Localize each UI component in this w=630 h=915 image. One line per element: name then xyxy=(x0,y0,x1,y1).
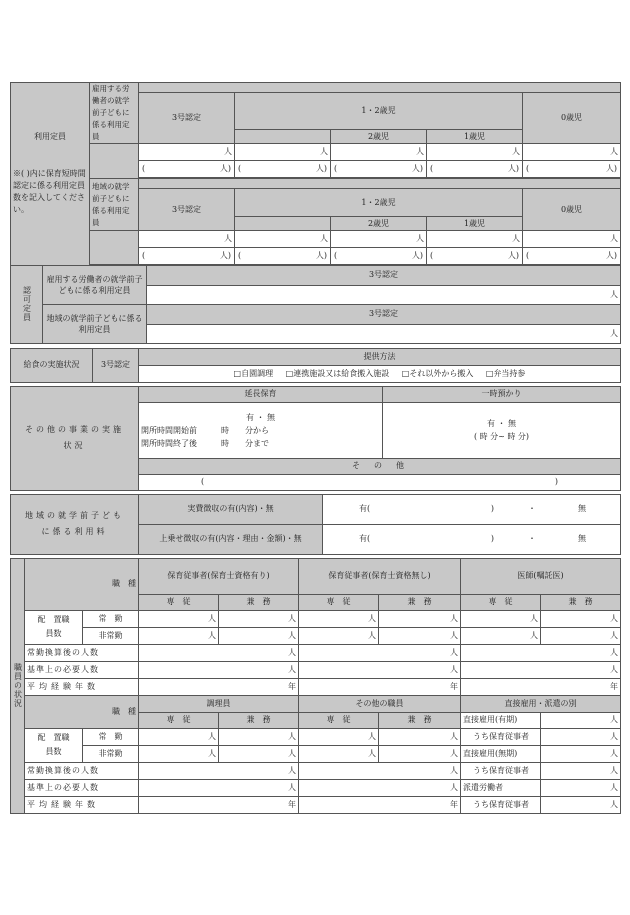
assigned-staff-label: 配 置職員数 xyxy=(25,610,83,644)
staff-value[interactable]: 人 xyxy=(299,610,379,627)
staff-value[interactable]: 人 xyxy=(299,745,379,762)
staff-years[interactable]: 年 xyxy=(299,678,461,695)
concurrent-header: 兼 務 xyxy=(379,594,461,610)
short-time-cell[interactable]: ( 人) xyxy=(235,161,331,178)
concurrent-header: 兼 務 xyxy=(219,712,299,728)
short-time-cell[interactable]: ( 人) xyxy=(139,161,235,178)
doctor-label: 医師(嘱託医) xyxy=(461,558,621,594)
staff-value[interactable]: 人 xyxy=(541,745,621,762)
of-which-nursery-label: うち保育従事者 xyxy=(461,796,541,813)
short-time-cell[interactable]: ( 人) xyxy=(523,248,621,265)
option-other-delivery[interactable]: □ それ以外から搬入 xyxy=(402,369,474,378)
staff-value[interactable]: 人 xyxy=(139,745,219,762)
staff-years[interactable]: 年 xyxy=(461,678,621,695)
of-which-nursery-label: うち保育従事者 xyxy=(461,728,541,745)
short-time-cell[interactable]: ( 人) xyxy=(235,248,331,265)
value-cell[interactable]: 人 xyxy=(139,231,235,248)
staff-value[interactable]: 人 xyxy=(139,779,299,796)
value-cell[interactable]: 人 xyxy=(523,144,621,161)
staff-value[interactable]: 人 xyxy=(139,627,219,644)
staff-value[interactable]: 人 xyxy=(461,610,541,627)
licensed-cat-3go: 3号認定 xyxy=(147,265,621,285)
community-children-capacity-label: 地域の就学前子どもに係る利用定員 xyxy=(90,179,139,231)
licensed-row1-label: 雇用する労働者の就学前子どもに係る利用定員 xyxy=(43,265,147,304)
option-partner-facility[interactable]: □ 連携施設又は給食搬入施設 xyxy=(286,369,390,378)
fulltime-header: 専 従 xyxy=(299,594,379,610)
converted-count-label: 常勤換算後の人数 xyxy=(25,644,139,661)
fulltime-header: 専 従 xyxy=(299,712,379,728)
employee-children-capacity-label: 雇用する労働者の就学前子どもに係る利用定員 xyxy=(90,83,139,144)
meal-options xyxy=(139,365,621,382)
cat-3go: 3号認定 xyxy=(139,93,235,144)
application-form xyxy=(10,82,620,814)
temp-time[interactable]: ( 時 分~ 時 分) xyxy=(473,432,530,441)
cat-3go: 3号認定 xyxy=(139,189,235,231)
meal-method-header: 提供方法 xyxy=(139,348,621,365)
licensed-value-1[interactable]: 人 xyxy=(147,285,621,304)
employment-type-label: 直接雇用・派遣の別 xyxy=(461,695,621,712)
part-time-label: 非常勤 xyxy=(83,627,139,644)
row2-values-label xyxy=(90,231,139,265)
staff-value[interactable]: 人 xyxy=(379,728,461,745)
staff-value[interactable]: 人 xyxy=(379,610,461,627)
converted-count-label: 常勤換算後の人数 xyxy=(25,762,139,779)
before-open-time[interactable]: 時 分から xyxy=(221,425,269,435)
licensed-capacity-table xyxy=(10,265,621,344)
fulltime-header: 専 従 xyxy=(461,594,541,610)
after-close-time[interactable]: 時 分まで xyxy=(221,438,269,448)
header-strip xyxy=(139,179,621,189)
staff-value[interactable]: 人 xyxy=(299,779,461,796)
row1-values-label xyxy=(90,144,139,179)
staff-value[interactable]: 人 xyxy=(299,728,379,745)
short-time-note: ※( )内に保育短時間認定に係る利用定員数を記入してください。 xyxy=(13,168,86,214)
job-type-label: 職 種 xyxy=(25,695,139,728)
option-own-kitchen[interactable]: □ 自園調理 xyxy=(234,369,274,378)
staff-value[interactable]: 人 xyxy=(461,644,621,661)
extended-yes-no[interactable]: 有 ・ 無 xyxy=(245,412,276,422)
licensed-row2-label: 地域の就学前子どもに係る利用定員 xyxy=(43,304,147,343)
actual-cost-cell[interactable]: 有( ) ・ 無 xyxy=(323,494,621,524)
staff-table xyxy=(10,558,621,814)
short-time-cell[interactable]: ( 人) xyxy=(523,161,621,178)
staff-value[interactable]: 人 xyxy=(219,627,299,644)
cat-0yo: 0歳児 xyxy=(523,93,621,144)
assigned-staff-label: 配 置職員数 xyxy=(25,728,83,762)
short-time-cell[interactable]: ( 人) xyxy=(331,161,427,178)
other-services-title: その他の事業の実施状況 xyxy=(11,386,139,490)
before-open-label: 開所時間開始前 xyxy=(141,425,197,435)
temp-care-cell[interactable] xyxy=(383,402,621,458)
cat-1-2yo: 1・2歳児 xyxy=(235,93,523,130)
fulltime-header: 専 従 xyxy=(139,712,219,728)
header-strip xyxy=(139,83,621,93)
dispatch-label: 派遣労働者 xyxy=(461,779,541,796)
staff-value[interactable]: 人 xyxy=(541,762,621,779)
capacity-title: 利用定員 xyxy=(34,131,66,141)
required-count-label: 基準上の必要人数 xyxy=(25,661,139,678)
staff-years[interactable]: 年 xyxy=(299,796,461,813)
concurrent-header: 兼 務 xyxy=(379,712,461,728)
staff-years[interactable]: 年 xyxy=(139,678,299,695)
fee-title: 地域の就学前子どもに係る利用料 xyxy=(11,494,139,554)
temp-yes-no[interactable]: 有 ・ 無 xyxy=(486,419,517,428)
staff-value[interactable]: 人 xyxy=(541,796,621,813)
licensed-value-2[interactable]: 人 xyxy=(147,324,621,343)
of-which-nursery-label: うち保育従事者 xyxy=(461,762,541,779)
fulltime-header: 専 従 xyxy=(139,594,219,610)
meal-table xyxy=(10,348,621,383)
direct-fixed-label: 直接雇用(有期) xyxy=(461,712,541,728)
value-cell[interactable]: 人 xyxy=(235,231,331,248)
surcharge-cell[interactable]: 有( ) ・ 無 xyxy=(323,524,621,554)
staff-value[interactable]: 人 xyxy=(541,779,621,796)
nursery-with-license: 保育従事者(保育士資格有り) xyxy=(139,558,299,594)
staff-value[interactable]: 人 xyxy=(219,610,299,627)
staff-value[interactable]: 人 xyxy=(541,712,621,728)
value-cell[interactable]: 人 xyxy=(235,144,331,161)
surcharge-label: 上乗せ徴収の有(内容・理由・金額)・無 xyxy=(139,524,323,554)
capacity-section xyxy=(11,83,90,266)
part-time-label: 非常勤 xyxy=(83,745,139,762)
concurrent-header: 兼 務 xyxy=(541,594,621,610)
cat-1yo: 1歳児 xyxy=(427,130,523,144)
other-cell[interactable]: ( ) xyxy=(139,474,621,490)
option-bento[interactable]: □ 弁当持参 xyxy=(486,369,526,378)
licensed-cat-3go: 3号認定 xyxy=(147,304,621,324)
cat-1yo: 1歳児 xyxy=(427,217,523,231)
cat-2yo: 2歳児 xyxy=(331,217,427,231)
other-staff-label: その他の職員 xyxy=(299,695,461,712)
cat-0yo: 0歳児 xyxy=(523,189,621,231)
avg-years-label: 平均経験年数 xyxy=(25,796,139,813)
direct-indefinite-label: 直接雇用(無期) xyxy=(461,745,541,762)
capacity-table xyxy=(10,82,621,266)
staff-value[interactable]: 人 xyxy=(139,644,299,661)
extended-care-header: 延長保育 xyxy=(139,386,383,402)
fee-table xyxy=(10,494,621,555)
value-cell[interactable]: 人 xyxy=(331,144,427,161)
staff-title: 職員の状況 xyxy=(11,558,25,813)
staff-value[interactable]: 人 xyxy=(219,745,299,762)
cat-blank xyxy=(235,217,331,231)
short-time-cell[interactable]: ( 人) xyxy=(427,248,523,265)
licensed-capacity-title: 認可定員 xyxy=(11,265,43,343)
staff-value[interactable]: 人 xyxy=(139,610,219,627)
avg-years-label: 平均経験年数 xyxy=(25,678,139,695)
job-type-label: 職 種 xyxy=(25,558,139,610)
cat-1-2yo: 1・2歳児 xyxy=(235,189,523,217)
short-time-cell[interactable]: ( 人) xyxy=(139,248,235,265)
temp-care-header: 一時預かり xyxy=(383,386,621,402)
value-cell[interactable]: 人 xyxy=(427,144,523,161)
staff-value[interactable]: 人 xyxy=(139,762,299,779)
staff-value[interactable]: 人 xyxy=(379,745,461,762)
staff-value[interactable]: 人 xyxy=(461,627,541,644)
actual-cost-label: 実費徴収の有(内容)・無 xyxy=(139,494,323,524)
staff-value[interactable]: 人 xyxy=(461,661,621,678)
staff-value[interactable]: 人 xyxy=(541,728,621,745)
value-cell[interactable]: 人 xyxy=(139,144,235,161)
staff-value[interactable]: 人 xyxy=(219,728,299,745)
nursery-without-license: 保育従事者(保育士資格無し) xyxy=(299,558,461,594)
regular-label: 常 勤 xyxy=(83,610,139,627)
cat-2yo: 2歳児 xyxy=(331,130,427,144)
staff-value[interactable]: 人 xyxy=(139,661,299,678)
staff-value[interactable]: 人 xyxy=(379,627,461,644)
extended-care-cell[interactable] xyxy=(139,402,383,458)
after-close-label: 開所時間終了後 xyxy=(141,438,197,448)
staff-value[interactable]: 人 xyxy=(139,728,219,745)
required-count-label: 基準上の必要人数 xyxy=(25,779,139,796)
other-services-table xyxy=(10,386,621,491)
staff-value[interactable]: 人 xyxy=(541,627,621,644)
staff-value[interactable]: 人 xyxy=(299,644,461,661)
concurrent-header: 兼 務 xyxy=(219,594,299,610)
staff-value[interactable]: 人 xyxy=(299,627,379,644)
short-time-cell[interactable]: ( 人) xyxy=(331,248,427,265)
staff-years[interactable]: 年 xyxy=(139,796,299,813)
cat-blank xyxy=(235,130,331,144)
value-cell[interactable]: 人 xyxy=(427,231,523,248)
regular-label: 常 勤 xyxy=(83,728,139,745)
value-cell[interactable]: 人 xyxy=(523,231,621,248)
cook-label: 調理員 xyxy=(139,695,299,712)
meal-title: 給食の実施状況 xyxy=(11,348,93,382)
meal-3go: 3号認定 xyxy=(93,348,139,382)
other-header: そ の 他 xyxy=(139,458,621,474)
staff-value[interactable]: 人 xyxy=(299,661,461,678)
value-cell[interactable]: 人 xyxy=(331,231,427,248)
staff-value[interactable]: 人 xyxy=(541,610,621,627)
short-time-cell[interactable]: ( 人) xyxy=(427,161,523,178)
staff-value[interactable]: 人 xyxy=(299,762,461,779)
